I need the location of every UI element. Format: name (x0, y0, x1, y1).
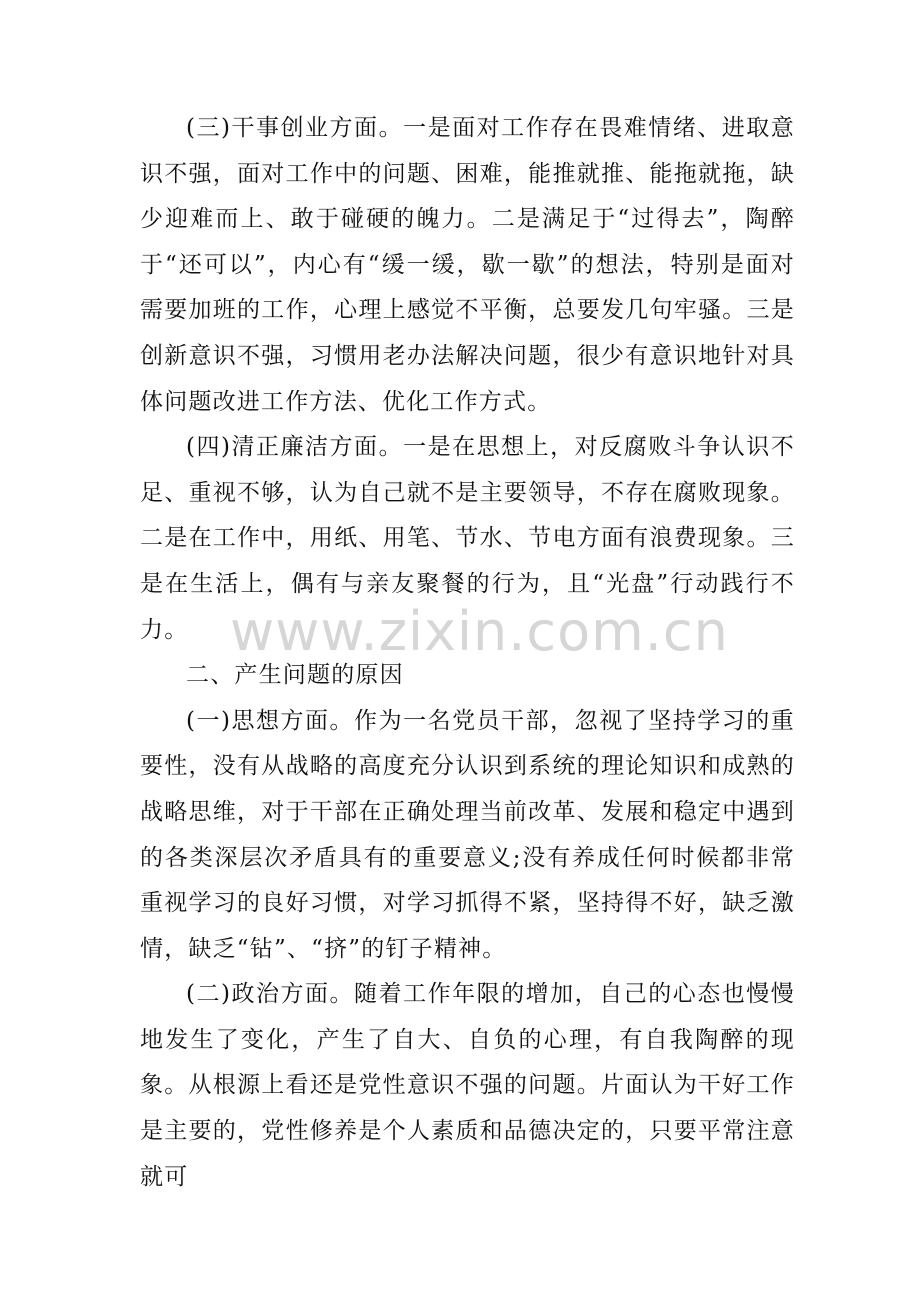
paragraph-thinking: (一)思想方面。作为一名党员干部，忽视了坚持学习的重要性，没有从战略的高度充分认识到系统的理论知识和成熟的战略思维，对于干部在正确处理当前改革、发展和稳定中遇到的各类深层次矛盾具有的重要意义;没有养成任何时候都非常重视学习的良好习惯，对学习抓得不紧，坚持得不好，缺乏激情，缺乏“钻”、“挤”的钉子精神。 (140, 707, 795, 962)
document-body (140, 106, 795, 1200)
paragraph-political: (二)政治方面。随着工作年限的增加，自己的心态也慢慢地发生了变化，产生了自大、自负的心理，有自我陶醉的现象。从根源上看还是党性意识不强的问题。片面认为干好工作是主要的，党性修养是个人素质和品德决定的，只要平常注意就可 (140, 981, 795, 1190)
section-heading: 二、产生问题的原因 (186, 662, 404, 689)
paragraph-work-attitude: (三)干事创业方面。一是面对工作存在畏难情绪、进取意识不强，面对工作中的问题、困难，能推就推、能拖就拖，缺少迎难而上、敢于碰硬的魄力。二是满足于“过得去”，陶醉于“还可以”，内心有“缓一缓，歇一歇”的想法，特别是面对需要加班的工作，心理上感觉不平衡，总要发几句牢骚。三是创新意识不强，习惯用老办法解决问题，很少有意识地针对具体问题改进工作方法、优化工作方式。 (140, 115, 795, 415)
paragraph-integrity: (四)清正廉洁方面。一是在思想上，对反腐败斗争认识不足、重视不够，认为自己就不是主要领导，不存在腐败现象。二是在工作中，用纸、用笔、节水、节电方面有浪费现象。三是在生活上，偶有与亲友聚餐的行为，且“光盘”行动践行不力。 (140, 434, 795, 643)
watermark: www.zixin.com.cn (230, 600, 729, 663)
